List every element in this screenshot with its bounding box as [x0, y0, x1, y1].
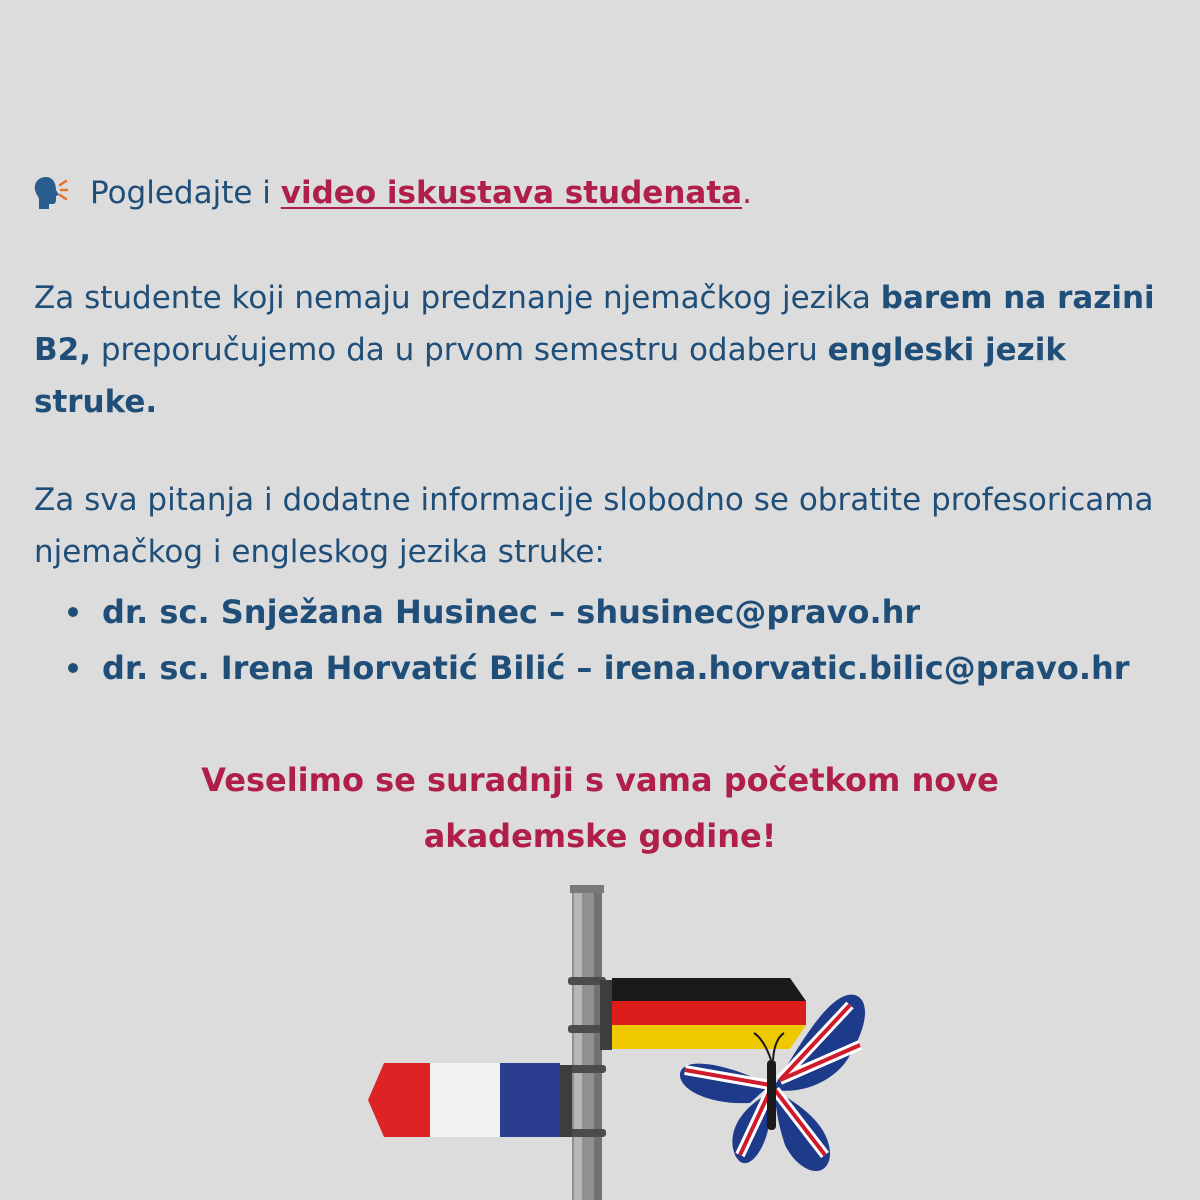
recommendation-text-2: preporučujemo da u prvom semestru odaberu [90, 332, 828, 368]
signpost-illustration [360, 885, 880, 1200]
french-flag-sign [368, 1063, 572, 1137]
speaking-head-icon [34, 175, 68, 211]
video-link[interactable]: video iskustava studenata [280, 175, 743, 211]
closing-message [0, 752, 1200, 864]
video-prefix: Pogledajte i [90, 175, 271, 211]
contact-intro-paragraph: Za sva pitanja i dodatne informacije slobodno se obratite profesoricama njemačkog i engleskog jezika struke: [34, 482, 1154, 570]
recommendation-text-1: Za studente koji nemaju predznanje njemačkog jezika [34, 280, 881, 316]
closing-line-2: akademske godine! [423, 817, 777, 855]
contact-item-horvatic-bilic: dr. sc. Irena Horvatić Bilić – irena.horvatic.bilic@pravo.hr [34, 640, 1130, 696]
recommendation-course: engleski jezik struke. [34, 332, 1066, 420]
contact-item-husinec: dr. sc. Snježana Husinec – shusinec@pravo.hr [34, 584, 1130, 640]
video-line [34, 170, 752, 216]
contact-list [34, 584, 1130, 696]
closing-line-1: Veselimo se suradnji s vama početkom nove [201, 761, 999, 799]
german-flag-sign [600, 978, 806, 1050]
recommendation-paragraph [34, 272, 1164, 428]
recommendation-level: barem na razini B2, [34, 280, 1155, 368]
video-suffix: . [742, 175, 752, 211]
